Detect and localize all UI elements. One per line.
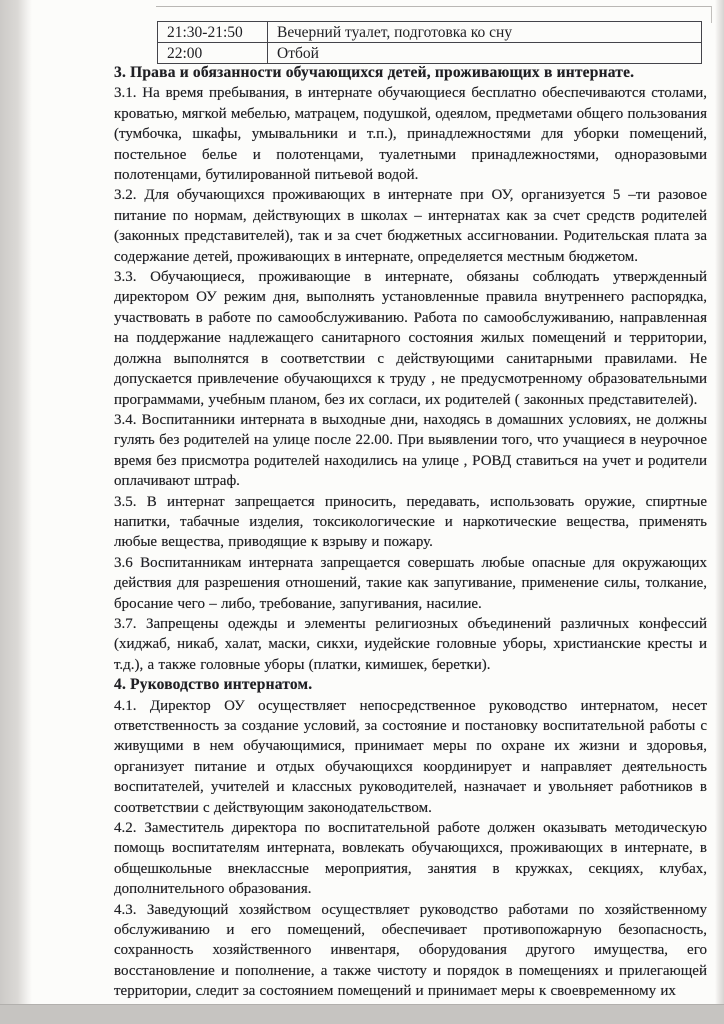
section-4-heading: 4. Руководство интернатом. (114, 676, 313, 694)
cropped-table-border-top (156, 6, 712, 7)
paragraph-3-6: 3.6 Воспитанникам интерната запрещается совершать любые опасные для окружающих действия для разрешения отношений, такие как запугивание, применение силы, толкание, бросание чего – либо, требование, запугивания, насилие. (114, 554, 707, 612)
scanner-edge-left (0, 0, 32, 1006)
paragraph-3-5: 3.5. В интернат запрещается приносить, передавать, использовать оружие, спиртные напитки, табачные изделия, токсикологические и наркотические вещества, применять любые вещества, приводящие к взрыву и пожару. (114, 493, 707, 551)
paragraph-3-3: 3.3. Обучающиеся, проживающие в интернате, обязаны соблюдать утвержденный директором ОУ режим дня, выполнять установленные правила внутреннего распорядка, участвовать в работе по самообслуживанию. Работа по самообслуживанию, направленная на поддержание надлежащего санитарного состояния жилых помещений и территории, должна выполнятся в соответствии с действующими санитарными правилами. Не допускается привлечение обучающихся к труду , не предусмотренному образовательными программами, учебным планом, без их согласи, их родителей ( законных представителей). (114, 269, 707, 408)
schedule-activity-cell: Отбой (268, 43, 702, 64)
paragraph-4-3: 4.3. Заведующий хозяйством осуществляет руководство работами по хозяйственному обслуживанию и его помещений, обеспечивает противопожарную безопасность, сохранность хозяйственного инвентаря, оборудования другого имущества, его восстановление и пополнение, а также чистоту и порядок в помещениях и прилегающей территории, следит за состоянием помещений и принимает меры к своевременному их (114, 901, 707, 1000)
schedule-activity-cell: Вечерний туалет, подготовка ко сну (268, 22, 702, 43)
paragraph-4-2: 4.2. Заместитель директора по воспитательной работе должен оказывать методическую помощь воспитателям интерната, вовлекать обучающихся, проживающих в интернате, в общешкольные внеклассные мероприятия, занятия в кружках, секциях, клубах, дополнительного образования. (114, 820, 707, 898)
document-body (114, 63, 707, 1002)
schedule-time-cell: 22:00 (158, 43, 268, 64)
paragraph-3-1: 3.1. На время пребывания, в интернате обучающиеся бесплатно обеспечиваются столами, кроватью, мягкой мебелью, матрацем, подушкой, одеялом, предметами общего пользования (тумбочка, шкафы, умывальники и т.п.), принадлежностями для уборки помещений, постельное белье и полотенцами, туалетными принадлежностями, одноразовыми полотенцами, бутилированной питьевой водой. (114, 85, 707, 184)
scanner-edge-bottom (0, 1004, 724, 1024)
schedule-time-cell: 21:30-21:50 (158, 22, 268, 43)
section-3-heading: 3. Права и обязанности обучающихся детей, проживающих в интернате. (114, 64, 635, 81)
table-row (158, 22, 702, 43)
cropped-table-border-right (711, 6, 712, 23)
scanner-edge-right (715, 0, 724, 1006)
table-row (158, 43, 702, 64)
paragraph-3-7: 3.7. Запрещены одежды и элементы религиозных объединений различных конфессий (хиджаб, никаб, халат, маски, сикхи, иудейские головные уборы, христианские кресты и т.д.), а также головные уборы (платки, кимишек, беретки). (114, 615, 707, 673)
paragraph-3-4: 3.4. Воспитанники интерната в выходные дни, находясь в домашних условиях, не должны гулять без родителей на улице после 22.00. При выявлении того, что учащиеся в неурочное время без присмотра родителей находились на улице , РОВД ставиться на учет и родители оплачивают штраф. (114, 411, 707, 490)
daily-schedule-table (157, 21, 702, 64)
paragraph-3-2: 3.2. Для обучающихся проживающих в интернате при ОУ, организуется 5 –ти разовое питание по нормам, действующих в школах – интернатах как за счет средств родителей (законных представителей), так и за счет бюджетных ассигновании. Родительская плата за содержание детей, проживающих в интернате, определяется местным бюджетом. (114, 187, 707, 265)
paragraph-4-1: 4.1. Директор ОУ осуществляет непосредственное руководство интернатом, несет ответственность за создание условий, за состояние и постановку воспитательной работы с живущими в нем обучающимися, принимает меры по охране их жизни и здоровья, организует питание и отдых обучающихся координирует и направляет деятельность воспитателей, учителей и классных руководителей, назначает и увольняет работников в соответствии с действующим законодательством. (114, 697, 707, 816)
